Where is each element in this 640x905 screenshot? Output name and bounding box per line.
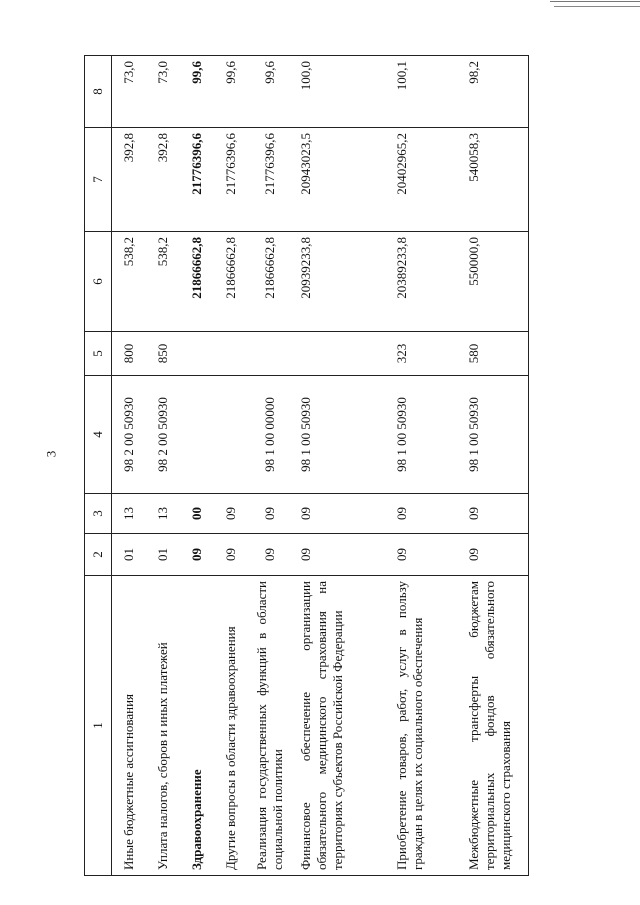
planned-amount: 538,2	[112, 232, 147, 332]
table-row	[180, 56, 214, 876]
subsection-code: 09	[460, 494, 529, 534]
target-article: 98 2 00 50930	[146, 376, 180, 494]
page-number: 3	[43, 450, 59, 458]
column-header: 8	[85, 56, 112, 128]
executed-amount: 392,8	[146, 128, 180, 232]
execution-percent: 99,6	[248, 56, 292, 128]
subsection-code: 13	[146, 494, 180, 534]
row-name: Уплата налогов, сборов и иных платежей	[146, 576, 180, 876]
section-code: 09	[248, 534, 292, 576]
row-name: Иные бюджетные ассигнования	[112, 576, 147, 876]
planned-amount: 538,2	[146, 232, 180, 332]
column-header: 3	[85, 494, 112, 534]
planned-amount: 21866662,8	[214, 232, 248, 332]
execution-percent: 73,0	[112, 56, 147, 128]
subsection-code: 13	[112, 494, 147, 534]
expense-type	[180, 332, 214, 376]
subsection-code: 09	[292, 494, 388, 534]
table-row	[388, 56, 460, 876]
execution-percent: 73,0	[146, 56, 180, 128]
table-row	[248, 56, 292, 876]
column-header: 7	[85, 128, 112, 232]
expense-type	[248, 332, 292, 376]
executed-amount: 21776396,6	[214, 128, 248, 232]
planned-amount: 21866662,8	[248, 232, 292, 332]
subsection-code: 09	[214, 494, 248, 534]
section-code: 09	[180, 534, 214, 576]
row-name: Финансовое обеспечение организации обязательного медицинского страхования на территориях субъектов Российской Федерации	[292, 576, 388, 876]
target-article	[214, 376, 248, 494]
planned-amount: 20389233,8	[388, 232, 460, 332]
execution-percent: 100,0	[292, 56, 388, 128]
budget-table	[84, 55, 529, 876]
subsection-code: 09	[248, 494, 292, 534]
row-name: Здравоохранение	[180, 576, 214, 876]
expense-type: 580	[460, 332, 529, 376]
column-header: 4	[85, 376, 112, 494]
target-article: 98 1 00 50930	[292, 376, 388, 494]
table-row	[460, 56, 529, 876]
target-article: 98 2 00 50930	[112, 376, 147, 494]
section-code: 01	[112, 534, 147, 576]
execution-percent: 98,2	[460, 56, 529, 128]
row-name: Другие вопросы в области здравоохранения	[214, 576, 248, 876]
execution-percent: 99,6	[180, 56, 214, 128]
column-header: 5	[85, 332, 112, 376]
expense-type	[214, 332, 248, 376]
column-header: 1	[85, 576, 112, 876]
execution-percent: 99,6	[214, 56, 248, 128]
executed-amount: 20402965,2	[388, 128, 460, 232]
table-row	[292, 56, 388, 876]
section-code: 01	[146, 534, 180, 576]
table-row	[146, 56, 180, 876]
table-row	[112, 56, 147, 876]
target-article: 98 1 00 50930	[460, 376, 529, 494]
planned-amount: 550000,0	[460, 232, 529, 332]
section-code: 09	[388, 534, 460, 576]
row-name: Межбюджетные трансферты бюджетам территориальных фондов обязательного медицинского страхования	[460, 576, 529, 876]
column-header: 2	[85, 534, 112, 576]
executed-amount: 20943023,5	[292, 128, 388, 232]
section-code: 09	[214, 534, 248, 576]
target-article: 98 1 00 50930	[388, 376, 460, 494]
column-header: 6	[85, 232, 112, 332]
planned-amount: 20939233,8	[292, 232, 388, 332]
execution-percent: 100,1	[388, 56, 460, 128]
scan-edge-line	[554, 6, 640, 7]
executed-amount: 21776396,6	[248, 128, 292, 232]
planned-amount: 21866662,8	[180, 232, 214, 332]
executed-amount: 540058,3	[460, 128, 529, 232]
expense-type: 800	[112, 332, 147, 376]
row-name: Приобретение товаров, работ, услуг в пользу граждан в целях их социального обеспечения	[388, 576, 460, 876]
table-row	[214, 56, 248, 876]
scan-edge-line	[550, 1, 640, 2]
expense-type: 323	[388, 332, 460, 376]
table-header-row	[85, 56, 112, 876]
rotated-page	[84, 56, 612, 876]
target-article	[180, 376, 214, 494]
section-code: 09	[292, 534, 388, 576]
section-code: 09	[460, 534, 529, 576]
expense-type	[292, 332, 388, 376]
target-article: 98 1 00 00000	[248, 376, 292, 494]
row-name: Реализация государственных функций в области социальной политики	[248, 576, 292, 876]
subsection-code: 09	[388, 494, 460, 534]
executed-amount: 21776396,6	[180, 128, 214, 232]
subsection-code: 00	[180, 494, 214, 534]
expense-type: 850	[146, 332, 180, 376]
executed-amount: 392,8	[112, 128, 147, 232]
